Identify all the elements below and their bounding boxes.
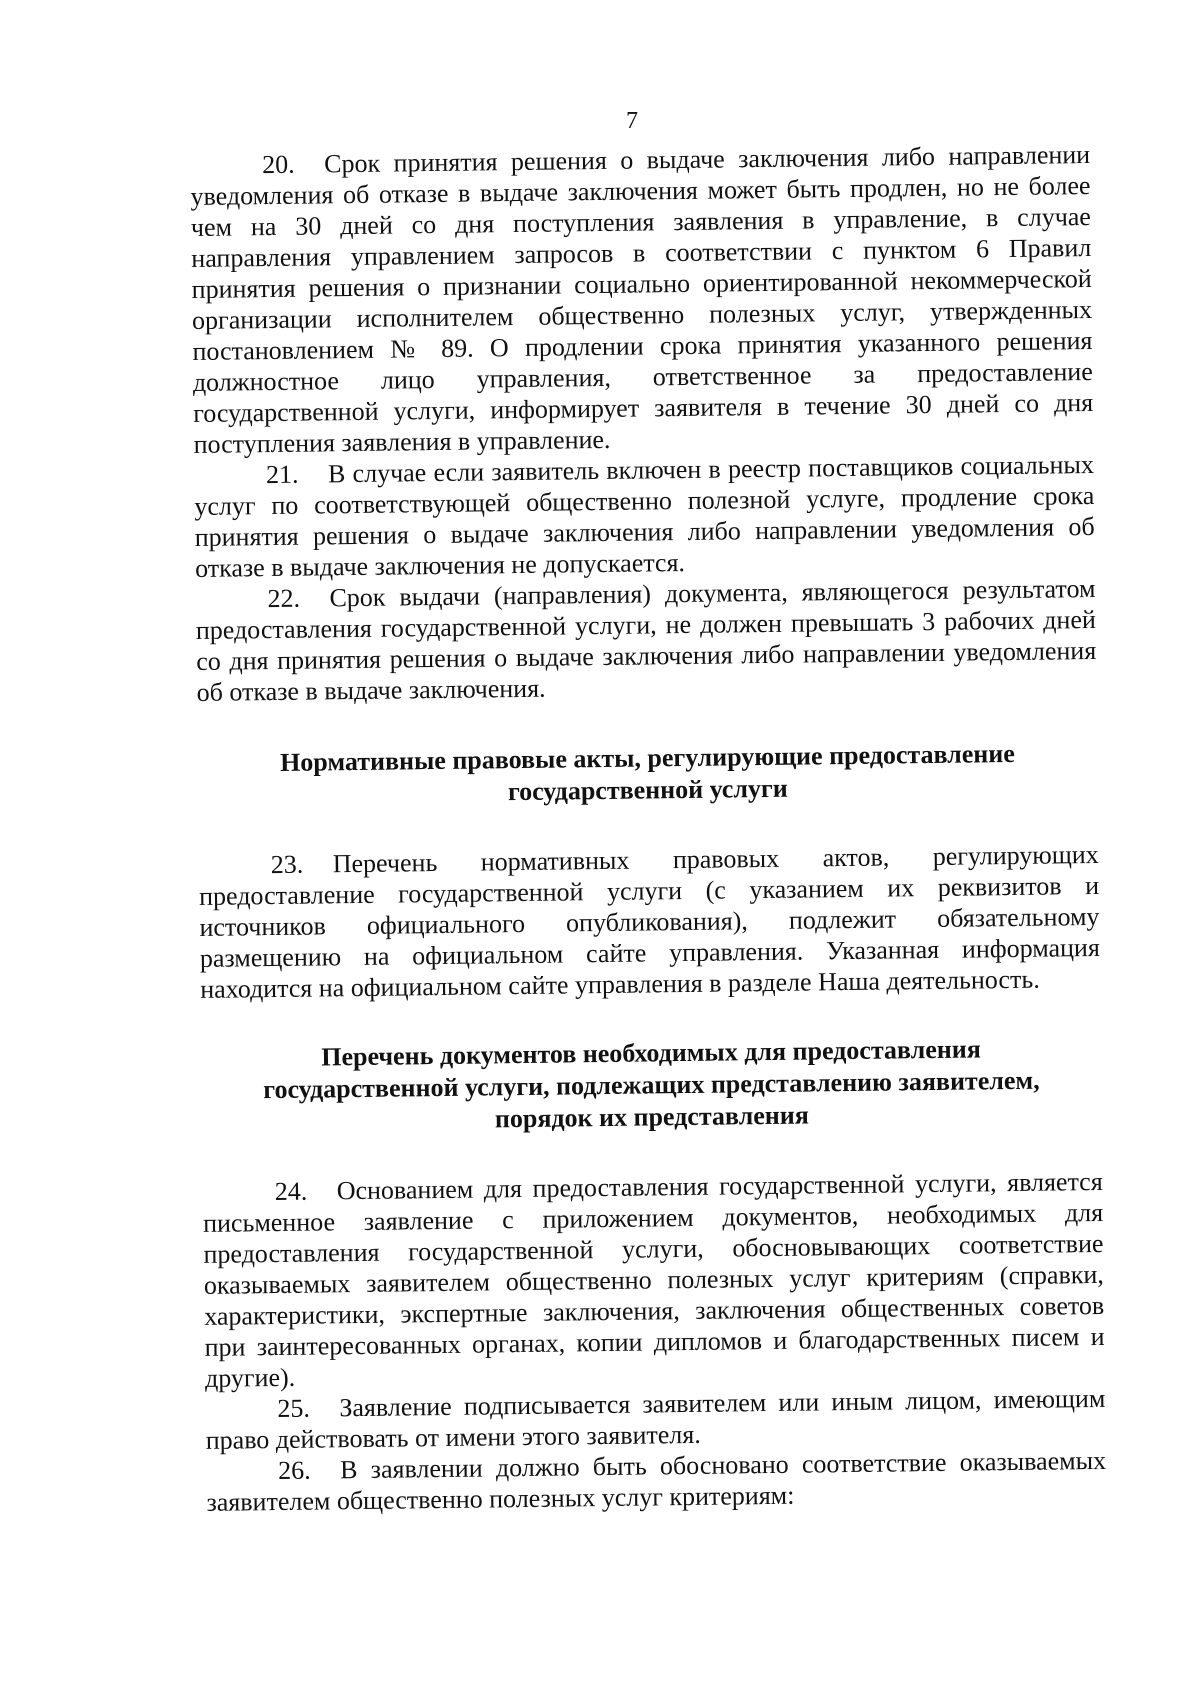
- paragraph-number: 21.: [265, 459, 299, 490]
- paragraph-text: Срок выдачи (направления) документа, являющегося результатом предоставления государственной услуги, не должен превышать 3 рабочих дней со дня принятия решения о выдаче заключения либо направлении уведомления об отказе в выдаче заключения.: [195, 573, 1097, 707]
- paragraph-21: [194, 449, 1095, 584]
- paragraph-20: [190, 139, 1094, 460]
- paragraph-26: [206, 1445, 1107, 1518]
- paragraph-23: [199, 839, 1101, 1005]
- paragraph-22: [195, 573, 1096, 708]
- paragraph-24: [203, 1166, 1106, 1394]
- paragraph-number: 22.: [267, 583, 301, 614]
- section-heading-documents: [201, 1032, 1102, 1139]
- heading-line: государственной услуги, подлежащих представлению заявителем,: [263, 1065, 1040, 1105]
- paragraph-number: 20.: [262, 149, 295, 180]
- paragraph-number: 23.: [270, 849, 304, 880]
- heading-line: Нормативные правовые акты, регулирующие предоставление: [279, 738, 1016, 777]
- paragraph-number: 25.: [277, 1393, 311, 1424]
- paragraph-25: [205, 1383, 1106, 1456]
- heading-line: государственной услуги: [507, 773, 788, 807]
- paragraph-number: 26.: [277, 1455, 311, 1486]
- section-heading-normative-acts: [197, 737, 1098, 812]
- document-body: [190, 139, 1107, 1518]
- paragraph-text: Основанием для предоставления государственной услуги, является письменное заявление с приложением документов, необходимых для предоставления государственной услуги, обосновывающих соответствие оказываемых заявителем общественно полезных услуг критериям (справки, характеристики, экспертные заключения, заключения общественных советов при заинтересованных органах, копии дипломов и благодарственных писем и другие).: [202, 1166, 1105, 1393]
- paragraph-text: Перечень нормативных правовых актов, регулирующих предоставление государственной услуги (с указанием их реквизитов и источников официального опубликования), подлежит обязательному размещению на официальном сайте управления. Указанная информация находится на официальном сайте управления в разделе Наша деятельность.: [198, 839, 1100, 1004]
- paragraph-text: Срок принятия решения о выдаче заключения либо направлении уведомления об отказе в выдаче заключения может быть продлен, но не более чем на 30 дней со дня поступления заявления в управление, в случае направления управлением запросов в соответствии с пунктом 6 Правил принятия решения о признании социально ориентированной некоммерческой организации исполнителем общественно полезных услуг, утвержденных постановлением № 89. О продлении срока принятия указанного решения должностное лицо управления, ответственное за предоставление государственной услуги, информирует заявителя в течение 30 дней со дня поступления заявления в управление.: [190, 140, 1094, 459]
- heading-line: Перечень документов необходимых для предоставления: [321, 1034, 981, 1072]
- paragraph-text: В заявлении должно быть обосновано соответствие оказываемых заявителем общественно полезных услуг критериям:: [206, 1445, 1107, 1517]
- heading-line: порядок их представления: [494, 1100, 809, 1134]
- paragraph-text: Заявление подписывается заявителем или иным лицом, имеющим право действовать от имени этого заявителя.: [205, 1383, 1106, 1455]
- page-number: 7: [626, 108, 638, 134]
- paragraph-number: 24.: [274, 1176, 308, 1207]
- paragraph-text: В случае если заявитель включен в реестр поставщиков социальных услуг по соответствующей общественно полезной услуге, продление срока принятия решения о выдаче заключения либо направлении уведомления об отказе в выдаче заключения не допускается.: [194, 449, 1095, 583]
